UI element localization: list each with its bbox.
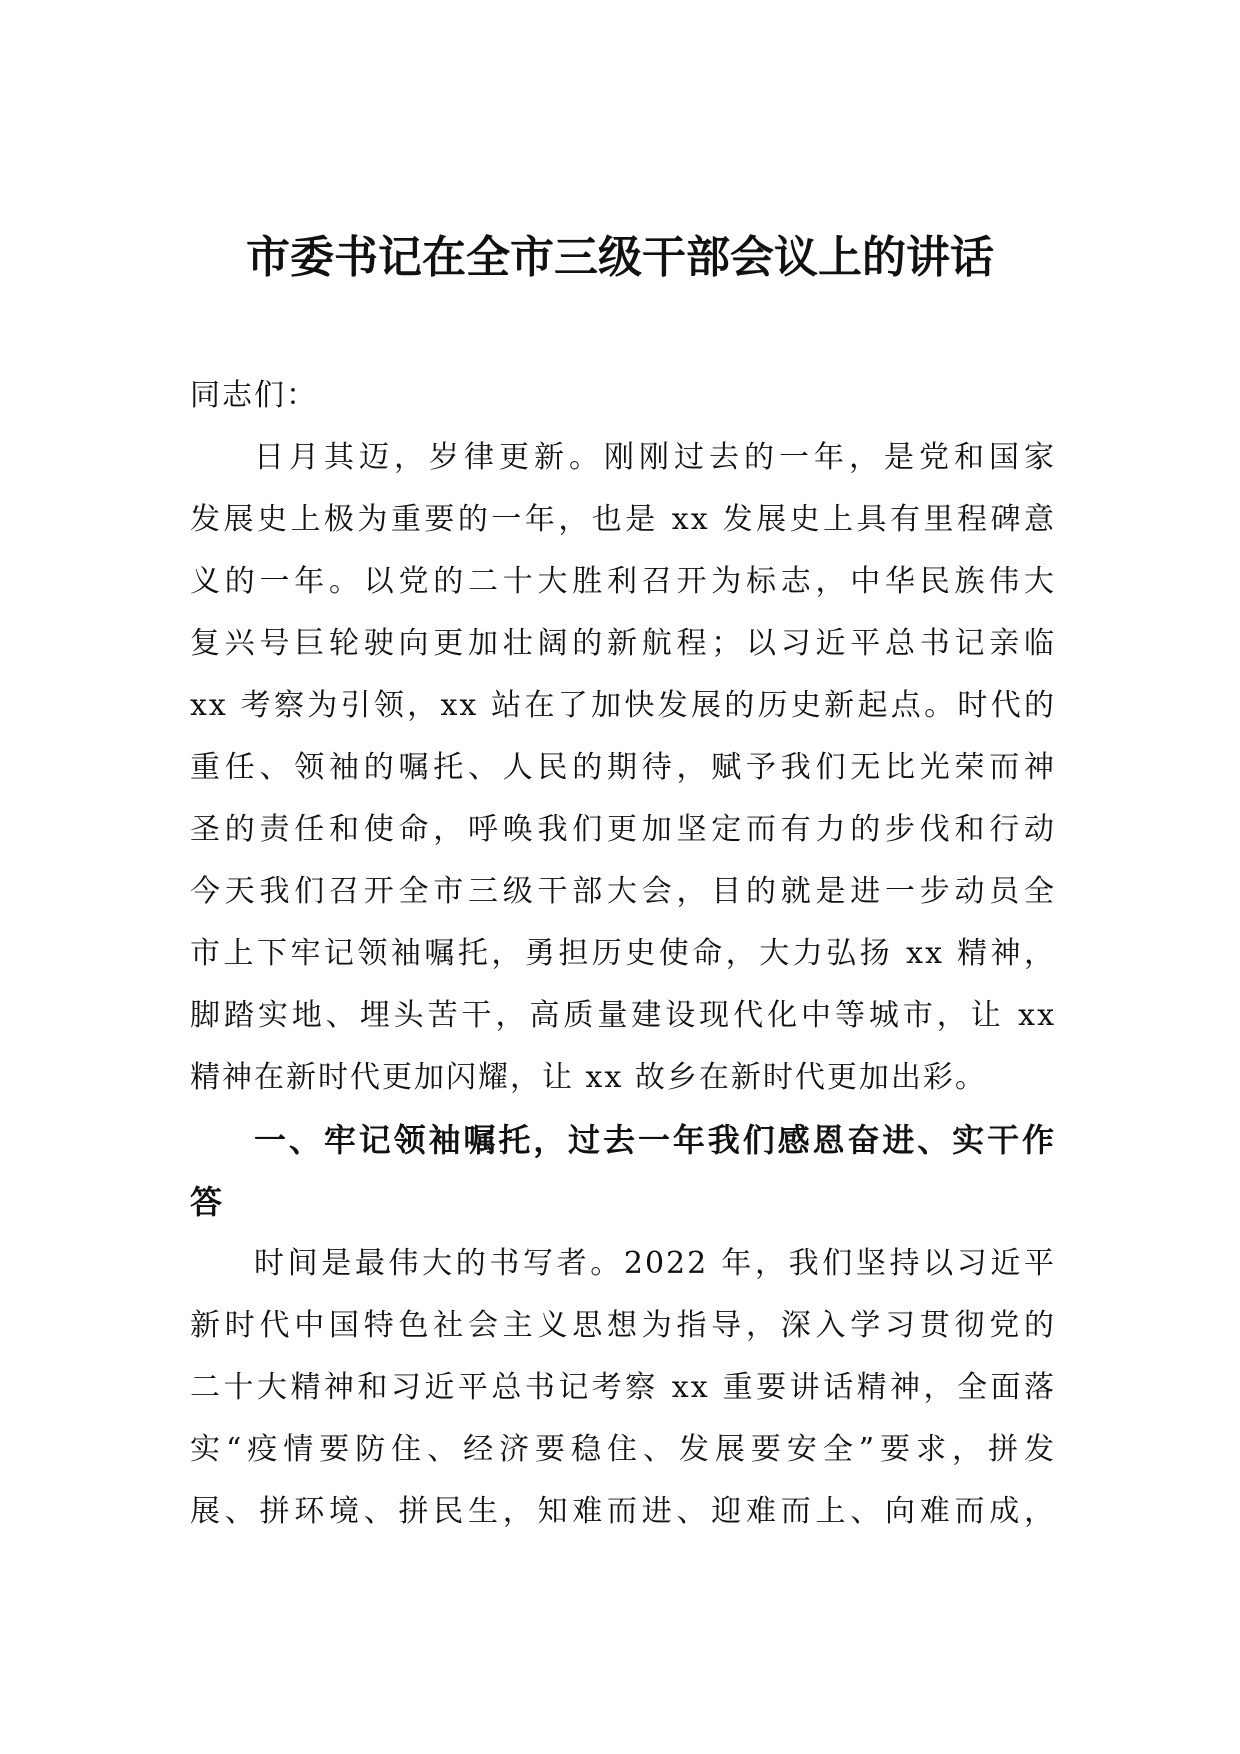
heading-line: 答 <box>190 1183 225 1221</box>
paragraph-2 <box>190 1233 1056 1543</box>
paragraph-line: 新时代中国特色社会主义思想为指导，深入学习贯彻党的 <box>190 1308 1056 1343</box>
paragraph-1 <box>190 427 1056 1109</box>
paragraph-line: 实“疫情要防住、经济要稳住、发展要安全”要求，拼发 <box>190 1432 1056 1467</box>
paragraph-line: 圣的责任和使命，呼唤我们更加坚定而有力的步伐和行动 <box>190 812 1056 847</box>
paragraph-line: 二十大精神和习近平总书记考察 xx 重要讲话精神，全面落 <box>190 1370 1056 1405</box>
document-body <box>190 365 1056 1543</box>
paragraph-line: 展、拼环境、拼民生，知难而进、迎难而上、向难而成， <box>190 1494 1056 1529</box>
paragraph-line: 市上下牢记领袖嘱托，勇担历史使命，大力弘扬 xx 精神， <box>190 936 1056 971</box>
paragraph-line: 复兴号巨轮驶向更加壮阔的新航程；以习近平总书记亲临 <box>190 626 1056 661</box>
salutation <box>190 365 1056 427</box>
paragraph-line: xx 考察为引领，xx 站在了加快发展的历史新起点。时代的 <box>190 688 1056 723</box>
paragraph-line: 义的一年。以党的二十大胜利召开为标志，中华民族伟大 <box>190 564 1056 599</box>
paragraph-line: 日月其迈，岁律更新。刚刚过去的一年，是党和国家 <box>254 440 1056 475</box>
paragraph-line: 脚踏实地、埋头苦干，高质量建设现代化中等城市，让 xx <box>190 998 1056 1033</box>
section-heading-1 <box>190 1109 1056 1233</box>
paragraph-line: 今天我们召开全市三级干部大会，目的就是进一步动员全 <box>190 874 1056 909</box>
document-title: 市委书记在全市三级干部会议上的讲话 <box>246 232 994 283</box>
salutation-text: 同志们： <box>190 378 318 413</box>
heading-line: 一、牢记领袖嘱托，过去一年我们感恩奋进、实干作 <box>254 1121 1056 1159</box>
paragraph-line: 重任、领袖的嘱托、人民的期待，赋予我们无比光荣而神 <box>190 750 1056 785</box>
paragraph-line: 精神在新时代更加闪耀，让 xx 故乡在新时代更加出彩。 <box>190 1060 987 1095</box>
paragraph-line: 时间是最伟大的书写者。2022 年，我们坚持以习近平 <box>254 1246 1056 1281</box>
paragraph-line: 发展史上极为重要的一年，也是 xx 发展史上具有里程碑意 <box>190 502 1056 537</box>
